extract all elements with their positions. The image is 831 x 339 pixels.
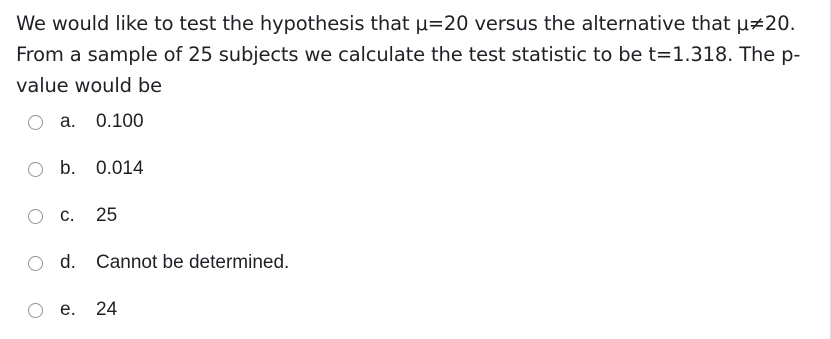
radio-button-icon[interactable] — [28, 115, 43, 130]
question-text: We would like to test the hypothesis that μ=20 versus the alternative that μ≠20. From a sample of 25 subjects we calculate the test statistic to be t=1.318. The p-value would be — [16, 12, 801, 97]
option-letter: a. — [60, 111, 76, 132]
option-letter: c. — [60, 205, 75, 226]
option-text: 25 — [96, 205, 118, 226]
answer-option-d[interactable] — [28, 248, 290, 278]
option-letter: b. — [60, 158, 76, 179]
option-text: 0.100 — [96, 111, 144, 132]
option-text: Cannot be determined. — [96, 252, 290, 273]
answer-option-a[interactable] — [28, 107, 144, 137]
radio-button-icon[interactable] — [28, 209, 43, 224]
radio-button-icon[interactable] — [28, 162, 43, 177]
option-text: 24 — [96, 299, 118, 320]
radio-button-icon[interactable] — [28, 256, 43, 271]
answer-option-b[interactable] — [28, 154, 144, 184]
radio-button-icon[interactable] — [28, 303, 43, 318]
answer-option-c[interactable] — [28, 201, 118, 231]
answer-option-e[interactable] — [28, 295, 118, 325]
option-letter: e. — [60, 299, 76, 320]
option-letter: d. — [60, 252, 76, 273]
option-text: 0.014 — [96, 158, 144, 179]
